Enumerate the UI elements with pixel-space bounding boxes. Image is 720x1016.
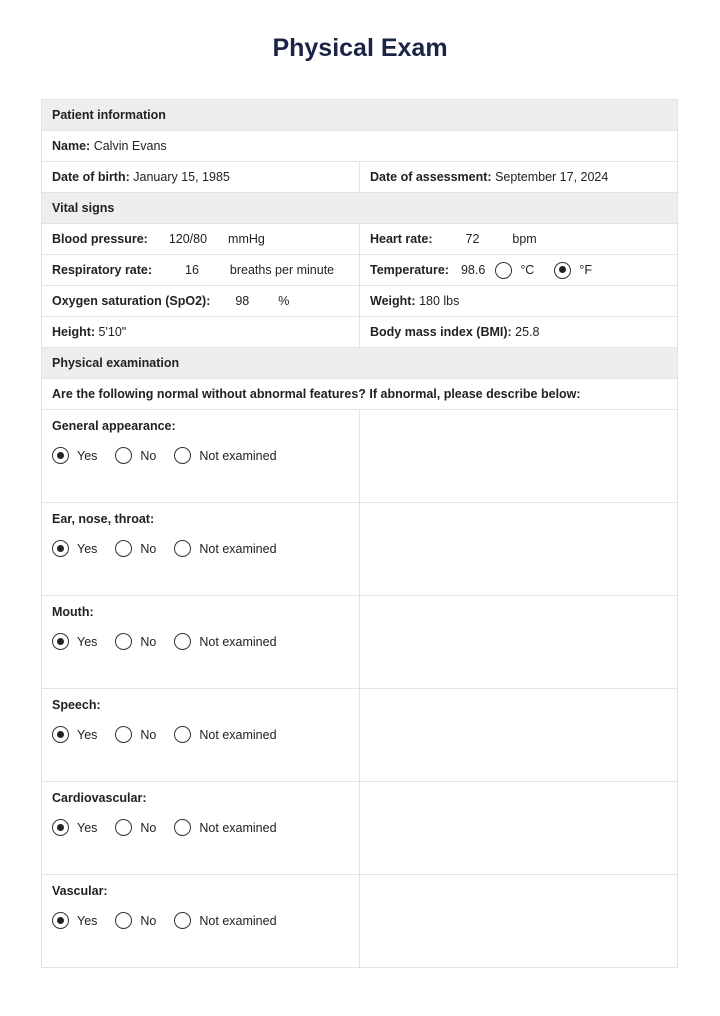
option-no-label: No [140, 541, 157, 556]
exam-notes-ear-nose-throat[interactable] [360, 503, 678, 596]
option-no-label: No [140, 913, 157, 928]
exam-row-mouth [42, 596, 678, 689]
exam-item-label: Vascular: [52, 884, 108, 898]
option-not-examined-label: Not examined [199, 541, 277, 556]
name-label: Name: [52, 139, 91, 153]
dob-label: Date of birth: [52, 170, 130, 184]
option-not-examined[interactable] [174, 912, 276, 929]
option-no[interactable] [115, 633, 156, 650]
radio-yes[interactable] [52, 912, 69, 929]
bmi-value[interactable]: 25.8 [515, 325, 540, 339]
option-no-label: No [140, 727, 157, 742]
hr-value[interactable]: 72 [465, 232, 480, 246]
radio-yes[interactable] [52, 540, 69, 557]
exam-row-speech [42, 689, 678, 782]
option-yes-label: Yes [77, 820, 98, 835]
temp-unit-f-label: °F [579, 263, 592, 277]
bp-unit: mmHg [228, 232, 265, 246]
option-yes[interactable] [52, 819, 97, 836]
radio-no[interactable] [115, 540, 132, 557]
doa-label: Date of assessment: [370, 170, 492, 184]
exam-options-cell [42, 875, 360, 968]
exam-item-label: Mouth: [52, 605, 94, 619]
temperature-field[interactable] [360, 255, 678, 286]
option-no-label: No [140, 634, 157, 649]
oxygen-saturation-field[interactable] [42, 286, 360, 317]
radio-not-examined[interactable] [174, 447, 191, 464]
respiratory-rate-field[interactable] [42, 255, 360, 286]
exam-notes-vascular[interactable] [360, 875, 678, 968]
radio-not-examined[interactable] [174, 819, 191, 836]
radio-no[interactable] [115, 633, 132, 650]
option-not-examined[interactable] [174, 819, 276, 836]
exam-options-cell [42, 410, 360, 503]
rr-value[interactable]: 16 [185, 263, 199, 277]
name-value[interactable]: Calvin Evans [93, 139, 167, 153]
rr-label: Respiratory rate: [52, 263, 153, 277]
option-no[interactable] [115, 447, 156, 464]
option-yes[interactable] [52, 540, 97, 557]
weight-label: Weight: [370, 294, 416, 308]
temp-label: Temperature: [370, 263, 449, 277]
option-not-examined[interactable] [174, 726, 276, 743]
height-label: Height: [52, 325, 96, 339]
temp-unit-c-label: °C [520, 263, 535, 277]
exam-options-cell [42, 503, 360, 596]
option-yes[interactable] [52, 447, 97, 464]
option-yes-label: Yes [77, 913, 98, 928]
option-not-examined[interactable] [174, 447, 276, 464]
form-table [41, 99, 678, 968]
option-not-examined-label: Not examined [199, 727, 277, 742]
hr-label: Heart rate: [370, 232, 433, 246]
exam-item-label: Ear, nose, throat: [52, 512, 155, 526]
section-patient-information: Patient information [42, 100, 678, 131]
blood-pressure-field[interactable] [42, 224, 360, 255]
exam-row-general-appearance [42, 410, 678, 503]
dob-field[interactable] [42, 162, 360, 193]
option-yes[interactable] [52, 912, 97, 929]
radio-not-examined[interactable] [174, 912, 191, 929]
option-not-examined[interactable] [174, 633, 276, 650]
page-title: Physical Exam [272, 34, 448, 62]
weight-value[interactable]: 180 lbs [419, 294, 460, 308]
option-not-examined[interactable] [174, 540, 276, 557]
exam-notes-mouth[interactable] [360, 596, 678, 689]
radio-not-examined[interactable] [174, 540, 191, 557]
exam-item-label: General appearance: [52, 419, 176, 433]
option-not-examined-label: Not examined [199, 913, 277, 928]
name-field[interactable] [42, 131, 678, 162]
bp-value[interactable]: 120/80 [168, 232, 208, 246]
temp-value[interactable]: 98.6 [460, 263, 486, 277]
doa-field[interactable] [360, 162, 678, 193]
option-no[interactable] [115, 726, 156, 743]
rr-unit: breaths per minute [229, 263, 335, 277]
radio-no[interactable] [115, 447, 132, 464]
section-vital-signs: Vital signs [42, 193, 678, 224]
option-yes[interactable] [52, 726, 97, 743]
exam-row-cardiovascular [42, 782, 678, 875]
radio-no[interactable] [115, 819, 132, 836]
radio-yes[interactable] [52, 726, 69, 743]
option-no[interactable] [115, 912, 156, 929]
radio-not-examined[interactable] [174, 633, 191, 650]
radio-yes[interactable] [52, 633, 69, 650]
radio-fahrenheit[interactable] [554, 262, 571, 279]
exam-notes-cardiovascular[interactable] [360, 782, 678, 875]
exam-notes-speech[interactable] [360, 689, 678, 782]
option-not-examined-label: Not examined [199, 448, 277, 463]
weight-field[interactable] [360, 286, 678, 317]
exam-question: Are the following normal without abnormal features? If abnormal, please describe below: [42, 379, 678, 410]
dob-value[interactable]: January 15, 1985 [133, 170, 230, 184]
option-no-label: No [140, 820, 157, 835]
bmi-label: Body mass index (BMI): [370, 325, 512, 339]
section-physical-examination: Physical examination [42, 348, 678, 379]
option-not-examined-label: Not examined [199, 634, 277, 649]
hr-unit: bpm [512, 232, 537, 246]
height-value[interactable]: 5'10" [98, 325, 127, 339]
exam-item-label: Cardiovascular: [52, 791, 147, 805]
radio-yes[interactable] [52, 447, 69, 464]
spo2-value[interactable]: 98 [235, 294, 250, 308]
option-no[interactable] [115, 819, 156, 836]
exam-row-ear-nose-throat [42, 503, 678, 596]
exam-notes-general-appearance[interactable] [360, 410, 678, 503]
option-yes[interactable] [52, 633, 97, 650]
option-no[interactable] [115, 540, 156, 557]
spo2-unit: % [278, 294, 290, 308]
option-yes-label: Yes [77, 634, 98, 649]
temp-unit-f-option[interactable] [554, 262, 592, 279]
option-no-label: No [140, 448, 157, 463]
exam-options-cell [42, 596, 360, 689]
radio-celsius[interactable] [495, 262, 512, 279]
doa-value[interactable]: September 17, 2024 [495, 170, 609, 184]
exam-row-vascular [42, 875, 678, 968]
radio-not-examined[interactable] [174, 726, 191, 743]
option-yes-label: Yes [77, 541, 98, 556]
exam-options-cell [42, 782, 360, 875]
temp-unit-c-option[interactable] [495, 262, 534, 279]
option-yes-label: Yes [77, 727, 98, 742]
bp-label: Blood pressure: [52, 232, 148, 246]
exam-item-label: Speech: [52, 698, 101, 712]
radio-yes[interactable] [52, 819, 69, 836]
bmi-field[interactable] [360, 317, 678, 348]
option-yes-label: Yes [77, 448, 98, 463]
heart-rate-field[interactable] [360, 224, 678, 255]
exam-options-cell [42, 689, 360, 782]
height-field[interactable] [42, 317, 360, 348]
option-not-examined-label: Not examined [199, 820, 277, 835]
radio-no[interactable] [115, 912, 132, 929]
spo2-label: Oxygen saturation (SpO2): [52, 294, 211, 308]
radio-no[interactable] [115, 726, 132, 743]
